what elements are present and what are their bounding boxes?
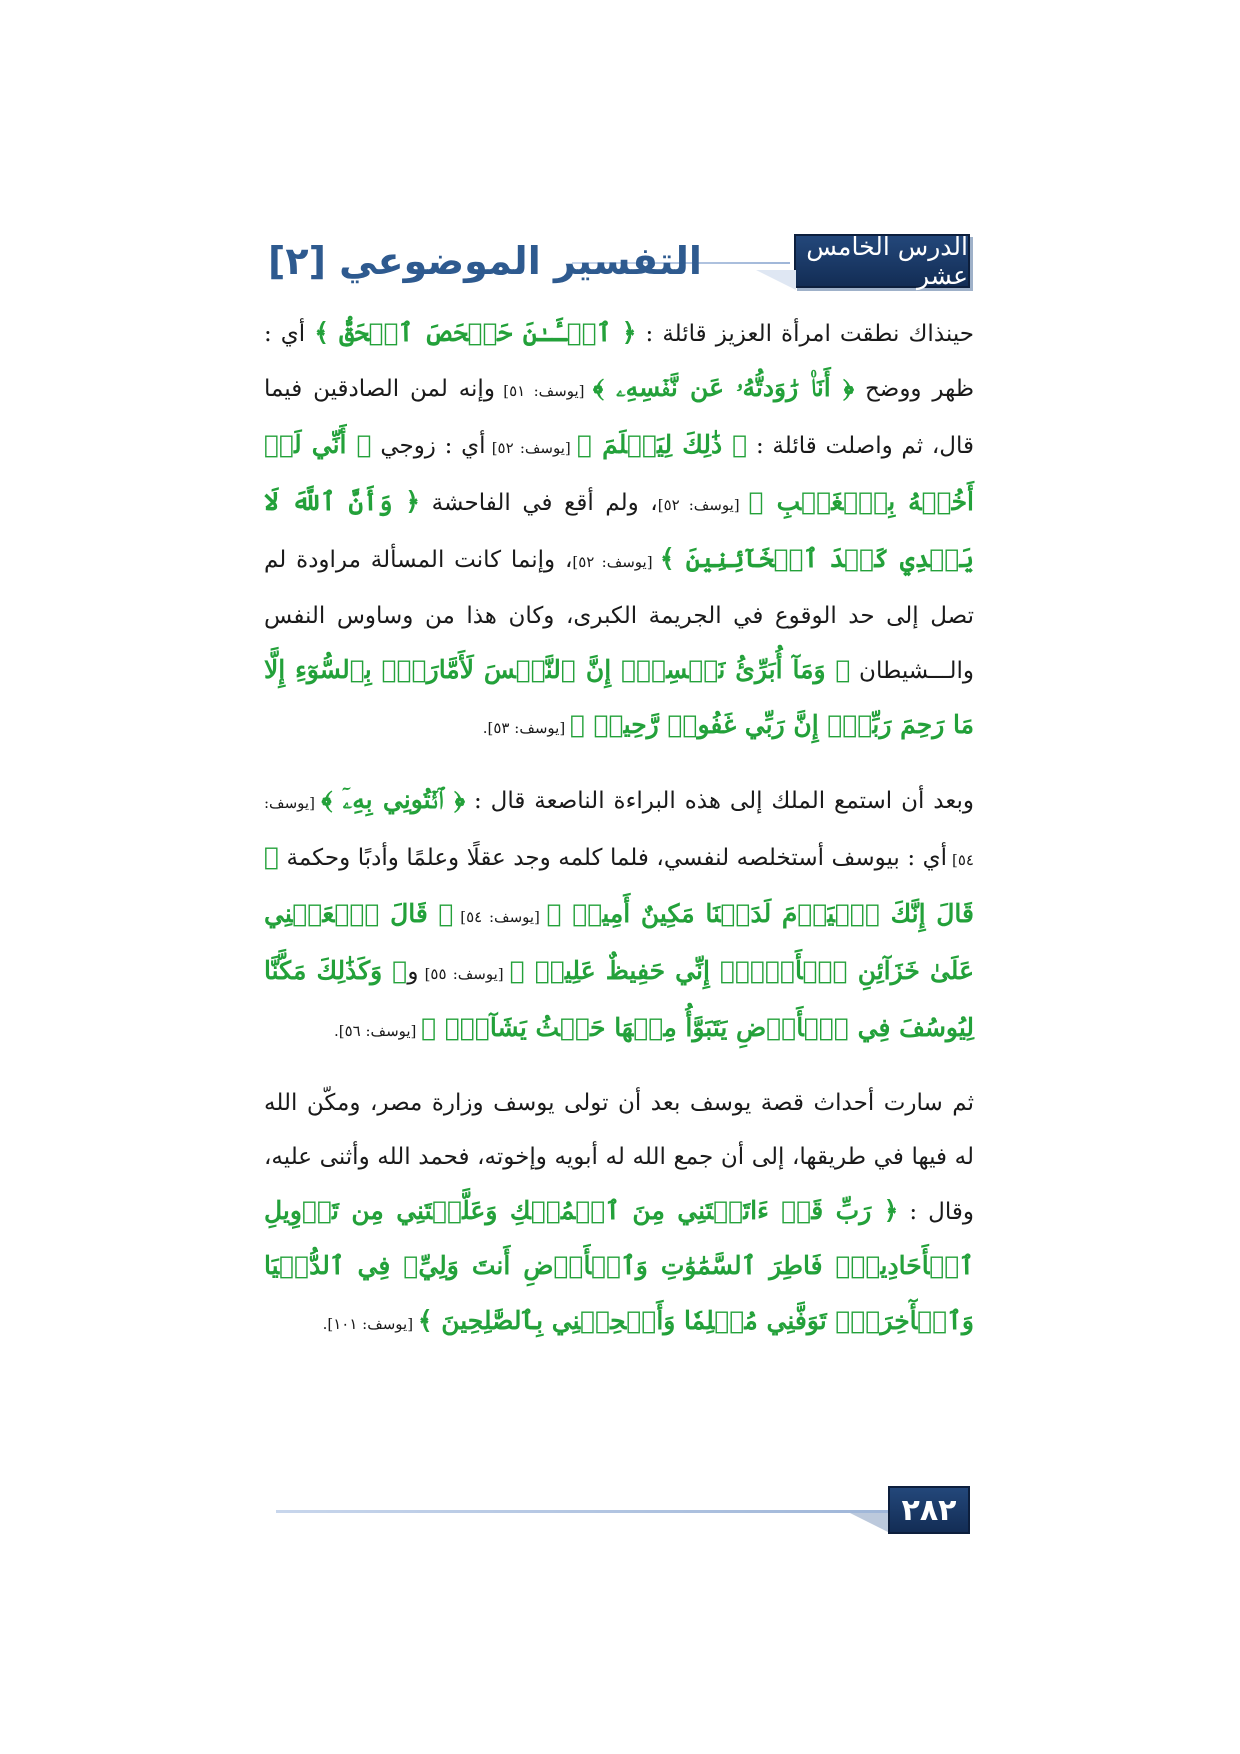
verse-reference: [يوسف: ٥١]	[494, 382, 593, 400]
body-text: أي : بيوسف أستخلصه لنفسي، فلما كلمه وجد عقلًا وعلمًا وأدبًا وحكمة	[279, 845, 948, 871]
page-number: ٢٨٢	[901, 1492, 957, 1528]
body-text: ، ولم أقع في الفاحشة	[420, 490, 658, 516]
footer-rule-corner	[850, 1513, 890, 1533]
page-body	[264, 306, 974, 1369]
paragraph-3	[264, 1076, 974, 1351]
quran-verse: ﴿ وَأَنَّ ٱللَّهَ لَا يَهۡدِي كَيۡدَ ٱلۡخَآئِنِينَ ﴾	[264, 487, 974, 573]
verse-reference: [يوسف: ٥٦].	[333, 1022, 422, 1040]
header-rule-corner	[756, 270, 796, 290]
body-text: ، وإنما كانت المسألة مراودة لم تصل إلى حد الوقوع في الجريمة الكبرى، وكان هذا من وساوس النفس والـــشيطان	[264, 547, 974, 684]
body-text: ثم سارت أحداث قصة يوسف بعد أن تولى يوسف وزارة مصر، ومكّن الله له فيها في طريقها، إلى أن جمع الله له أبويه وإخوته، فحمد الله وأثنى عليه، وقال :	[264, 1090, 974, 1225]
quran-verse: ﴿ أَنَا۠ رَٰوَدتُّهُۥ عَن نَّفۡسِهِۦ ﴾	[592, 373, 855, 402]
lesson-label: الدرس الخامس عشر	[806, 232, 968, 290]
quran-verse: ﴿ وَكَذَٰلِكَ مَكَّنَّا لِيُوسُفَ فِي ٱلۡأَرۡضِ يَتَبَوَّأُ مِنۡهَا حَيۡثُ يَشَآءُۚ ﴾	[264, 956, 974, 1042]
body-text: حينذاك نطقت امرأة العزيز قائلة :	[636, 321, 974, 347]
body-text: وبعد أن استمع الملك إلى هذه البراءة الناصعة قال :	[465, 788, 974, 814]
verse-reference: [يوسف: ٥٤]	[453, 908, 547, 926]
quran-verse: ﴿ رَبِّ قَدۡ ءَاتَيۡتَنِي مِنَ ٱلۡمُلۡكِ وَعَلَّمۡتَنِي مِن تَأۡوِيلِ ٱلۡأَحَادِيثِۚ فَاطِرَ ٱلسَّمَٰوَٰتِ وَٱلۡأَرۡضِ أَنتَ وَلِيِّۦ فِي ٱلدُّنۡيَا وَٱلۡأٓخِرَةِۖ تَوَفَّنِي مُسۡلِمٗا وَأَلۡحِقۡنِي بِٱلصَّٰلِحِينَ ﴾	[264, 1196, 974, 1335]
verse-reference: [يوسف: ٥٢]	[657, 496, 749, 514]
quran-verse: ﴿ ٱلۡـَٔـٰنَ حَصۡحَصَ ٱلۡحَقُّ ﴾	[314, 318, 637, 347]
paragraph-2	[264, 773, 974, 1058]
body-text: و	[407, 959, 419, 985]
quran-verse: ﴿ ذَٰلِكَ لِيَعۡلَمَ ﴾	[576, 430, 748, 459]
verse-reference: [يوسف: ٥٢]	[485, 439, 577, 457]
lesson-label-box	[794, 234, 970, 288]
body-text: أي : ظهر ووضح	[264, 321, 975, 402]
quran-verse: ﴿ أَنِّي لَمۡ أَخُنۡهُ بِٱلۡغَيۡبِ ﴾	[264, 430, 974, 516]
quran-verse: ﴿ وَمَآ أُبَرِّئُ نَفۡسِيٓۚ إِنَّ ٱلنَّفۡسَ لَأَمَّارَةُۢ بِٱلسُّوٓءِ إِلَّا مَا رَحِمَ رَبِّيٓۚ إِنَّ رَبِّي غَفُورٞ رَّحِيمٞ ﴾	[264, 655, 974, 739]
quran-verse: ﴿ قَالَ ٱجۡعَلۡنِي عَلَىٰ خَزَآئِنِ ٱلۡأَرۡضِۖ إِنِّي حَفِيظٌ عَلِيمٞ ﴾	[264, 899, 974, 985]
verse-reference: [يوسف: ٥٤]	[264, 794, 974, 869]
book-title: التفسير الموضوعي [٢]	[268, 239, 702, 283]
verse-reference: [يوسف: ٥٣].	[482, 719, 570, 737]
paragraph-1	[264, 306, 974, 755]
verse-reference: [يوسف: ٥٢]	[572, 553, 660, 571]
verse-reference: [يوسف: ٥٥]	[418, 965, 510, 983]
body-text: وإنه لمن الصادقين فيما قال، ثم واصلت قائلة :	[264, 376, 974, 459]
page-header	[268, 234, 970, 294]
quran-verse: ﴿ قَالَ إِنَّكَ ٱلۡيَوۡمَ لَدَيۡنَا مَكِينٌ أَمِينٞ ﴾	[264, 842, 974, 928]
body-text: أي : زوجي	[371, 433, 486, 459]
page-number-box	[888, 1486, 970, 1534]
footer-rule	[276, 1510, 888, 1513]
quran-verse: ﴿ ٱئۡتُونِي بِهِۦٓ ﴾	[321, 785, 466, 814]
verse-reference: [يوسف: ١٠١].	[322, 1315, 418, 1333]
